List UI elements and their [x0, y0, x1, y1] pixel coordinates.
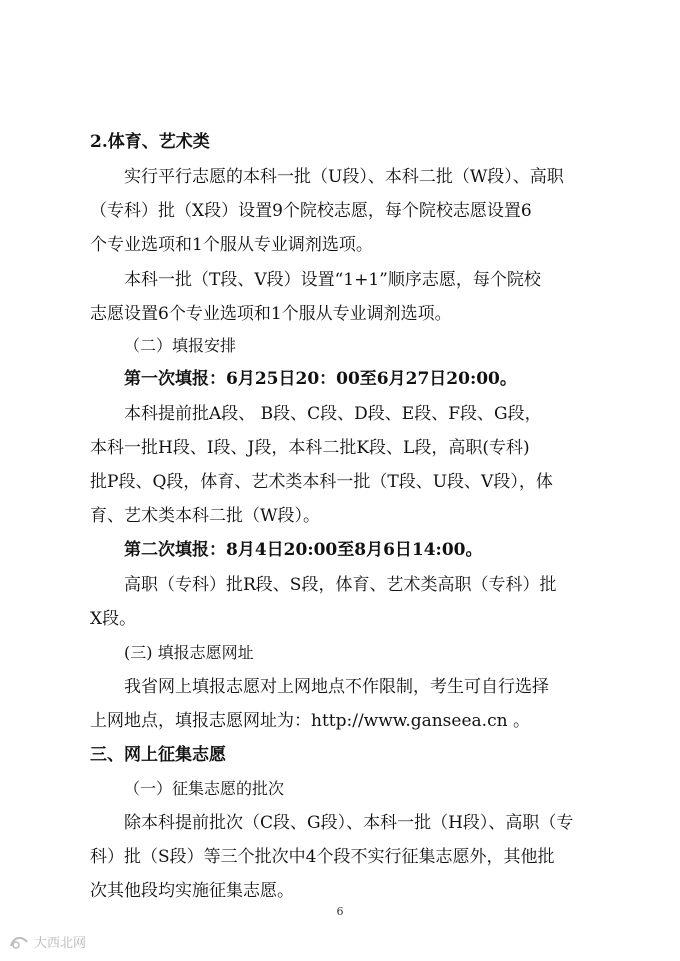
paragraph-line: 本科一批（T段、V段）设置“1+1”顺序志愿，每个院校	[124, 270, 541, 290]
paragraph-line: 批P段、Q段，体育、艺术类本科一批（T段、U段、V段），体	[90, 472, 553, 492]
paragraph-line: 育、艺术类本科二批（W段）。	[90, 506, 320, 526]
paragraph-line: 除本科提前批次（C段、G段）、本科一批（H段）、高职（专	[124, 813, 574, 833]
paragraph-line: 次其他段均实施征集志愿。	[90, 881, 294, 901]
section-heading-sports-arts: 2.体育、艺术类	[90, 132, 210, 152]
first-fill-period: 第一次填报：6月25日20：00至6月27日20:00。	[124, 369, 517, 389]
section-heading-collection: 三、网上征集志愿	[90, 745, 226, 765]
paragraph-line: 个专业选项和1个服从专业调剂选项。	[90, 235, 373, 255]
watermark-text: 大西北网	[34, 936, 87, 951]
paragraph-line: 实行平行志愿的本科一批（U段）、本科二批（W段）、高职	[124, 167, 564, 187]
subsection-heading-arrangement: （二）填报安排	[124, 336, 237, 355]
subsection-heading-batches: （一）征集志愿的批次	[124, 779, 285, 798]
paragraph-line: 上网地点，填报志愿网址为：http://www.ganseea.cn 。	[90, 711, 530, 731]
watermark-logo-icon	[8, 933, 30, 951]
paragraph-line: 本科一批H段、I段、J段，本科二批K段、L段，高职(专科)	[90, 438, 530, 458]
paragraph-line: 我省网上填报志愿对上网地点不作限制，考生可自行选择	[124, 677, 549, 697]
page-number: 6	[336, 905, 344, 918]
paragraph-line: （专科）批（X段）设置9个院校志愿，每个院校志愿设置6	[90, 201, 532, 221]
paragraph-line: X段。	[90, 609, 137, 629]
paragraph-line: 高职（专科）批R段、S段，体育、艺术类高职（专科）批	[124, 575, 557, 595]
subsection-heading-url: (三) 填报志愿网址	[124, 643, 254, 662]
paragraph-line: 志愿设置6个专业选项和1个服从专业调剂选项。	[90, 304, 452, 324]
paragraph-line: 科）批（S段）等三个批次中4个段不实行征集志愿外，其他批	[90, 847, 555, 867]
second-fill-period: 第二次填报：8月4日20:00至8月6日14:00。	[124, 540, 483, 560]
watermark	[8, 932, 86, 951]
paragraph-line: 本科提前批A段、 B段、C段、D段、E段、F段、G段，	[124, 404, 542, 424]
